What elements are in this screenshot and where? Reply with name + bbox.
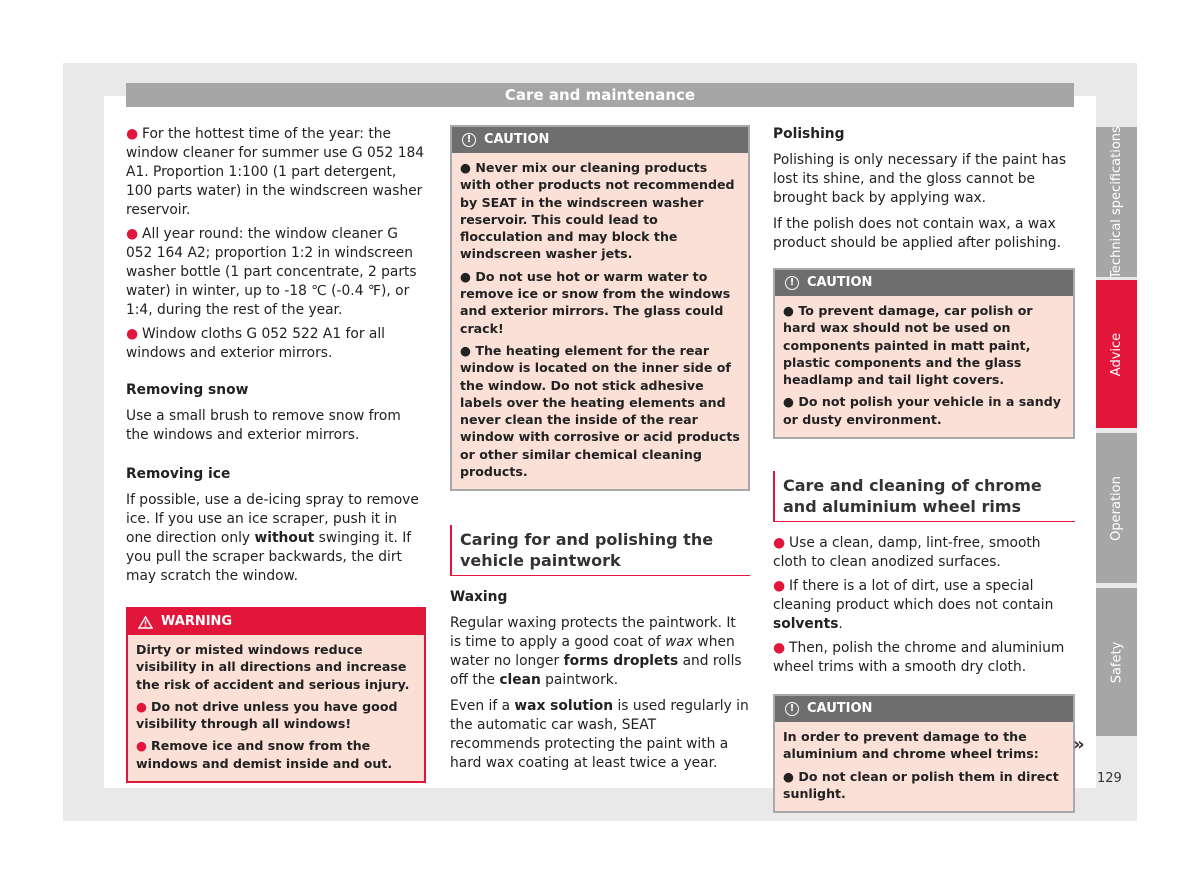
bullet-icon: ● (773, 640, 786, 657)
bullet-icon: ● (773, 535, 786, 552)
list-item: ● All year round: the window cleaner G 052 164 A2; proportion 1:2 in windscreen washer bottle (1 part concentrate, 2 parts water) in winter, up to -18 ℃ (-0.4 ℉), or 1:4, during the rest of the year. (126, 226, 417, 318)
list-item: ● Do not drive unless you have good visibility through all windows! (136, 698, 398, 732)
list-item: ● To prevent damage, car polish or hard wax should not be used on components painted in matt paint, plastic components and the glass headlamp and tail light covers. (783, 303, 1033, 388)
bullet-icon: ● (126, 326, 139, 342)
chapter-header: Care and maintenance (126, 83, 1074, 107)
list-item: ● Do not polish your vehicle in a sandy or dusty environment. (783, 394, 1061, 427)
polishing-text-1: Polishing is only necessary if the paint has lost its shine, and the gloss cannot be brought back by applying wax. (773, 152, 1067, 206)
caution-body (775, 296, 1073, 437)
bullet-icon: ● (460, 160, 476, 175)
warning-box (126, 607, 426, 783)
bullet-icon: ● (136, 698, 147, 714)
warning-icon (138, 616, 153, 629)
warning-header: WARNING (128, 609, 424, 635)
caution-body (452, 153, 748, 489)
column-2 (450, 125, 750, 780)
tab-safety[interactable]: Safety (1096, 588, 1137, 736)
caution-box-polish (773, 268, 1075, 439)
list-item: ● Remove ice and snow from the windows and demist inside and out. (136, 738, 393, 771)
list-item: ● If there is a lot of dirt, use a special cleaning product which does not contain solvents. (773, 578, 1054, 633)
bullet-icon: ● (126, 126, 139, 142)
caution-header: ! CAUTION (775, 270, 1073, 296)
bullet-icon: ● (460, 342, 476, 358)
column-3 (773, 125, 1075, 813)
caution-box (450, 125, 750, 491)
list-item: ● For the hottest time of the year: the window cleaner for summer use G 052 184 A1. Proportion 1:100 (1 part detergent, 100 parts water) in the windscreen washer reservoir. (126, 126, 425, 218)
list-item: ● The heating element for the rear window is located on the inner side of the window. Do not stick adhesive labels over the heating elements and never clean the inside of the rear window with corrosive or acid products or other similar chemical cleaning products. (460, 342, 740, 480)
removing-ice-heading: Removing ice (126, 466, 231, 482)
list-item: ● Window cloths G 052 522 A1 for all windows and exterior mirrors. (126, 326, 386, 361)
removing-snow-heading: Removing snow (126, 382, 249, 398)
list-item: ● Then, polish the chrome and aluminium wheel trims with a smooth dry cloth. (773, 640, 1065, 676)
tab-operation[interactable]: Operation (1096, 433, 1137, 583)
list-item: ● Do not clean or polish them in direct sunlight. (783, 768, 1059, 801)
column-1 (126, 125, 426, 783)
caution-box-wheels (773, 694, 1075, 813)
polishing-text-2: If the polish does not contain wax, a wax product should be applied after polishing. (773, 216, 1061, 251)
bullet-icon: ● (136, 738, 147, 754)
bullet-icon: ● (783, 394, 799, 410)
removing-snow-text: Use a small brush to remove snow from the windows and exterior mirrors. (126, 408, 401, 443)
warning-body: Dirty or misted windows reduce visibility in all directions and increase the risk of accident and serious injury. ● Do not drive unless you have good visibility through all windows! ● Remove ice and snow from the windows and demist inside and out. (128, 635, 424, 781)
waxing-heading: Waxing (450, 589, 508, 606)
bullet-icon: ● (783, 303, 799, 318)
bullet-icon: ● (783, 768, 799, 784)
section-title-paintwork: Caring for and polishing the vehicle paintwork (450, 525, 750, 576)
waxing-text-1: Regular waxing protects the paintwork. It is time to apply a good coat of wax when water no longer forms droplets and rolls off the clean paintwork. (450, 615, 742, 689)
caution-header: ! CAUTION (775, 696, 1073, 722)
info-icon: ! (785, 276, 799, 290)
bullet-icon: ● (460, 268, 476, 284)
continue-icon: » (1073, 734, 1085, 755)
tab-technical-specifications[interactable]: Technical specifications (1096, 127, 1137, 277)
removing-ice-text: If possible, use a de-icing spray to remove ice. If you use an ice scraper, push it in one direction only without swinging it. If you pull the scraper backwards, the dirt may scratch the window. (126, 492, 419, 584)
caution-header: ! CAUTION (452, 127, 748, 153)
polishing-heading: Polishing (773, 126, 845, 142)
caution-body: In order to prevent damage to the aluminium and chrome wheel trims: ● Do not clean or polish them in direct sunlight. (775, 722, 1073, 811)
list-item: ● Do not use hot or warm water to remove ice or snow from the windows and exterior mirrors. The glass could crack! (460, 268, 731, 336)
waxing-text-2: Even if a wax solution is used regularly in the automatic car wash, SEAT recommends protecting the paint with a hard wax coating at least twice a year. (450, 698, 749, 772)
page-number: 129 (1097, 771, 1122, 786)
list-item: ● Never mix our cleaning products with other products not recommended by SEAT in the windscreen washer reservoir. This could lead to flocculation and may block the windscreen washer jets. (460, 160, 735, 262)
section-title-chrome: Care and cleaning of chrome and aluminium wheel rims (773, 471, 1075, 522)
bullet-icon: ● (773, 578, 786, 595)
bullet-icon: ● (126, 226, 139, 242)
list-item: ● Use a clean, damp, lint-free, smooth cloth to clean anodized surfaces. (773, 535, 1041, 571)
info-icon: ! (785, 702, 799, 716)
tab-advice[interactable]: Advice (1096, 280, 1137, 428)
info-icon: ! (462, 133, 476, 147)
